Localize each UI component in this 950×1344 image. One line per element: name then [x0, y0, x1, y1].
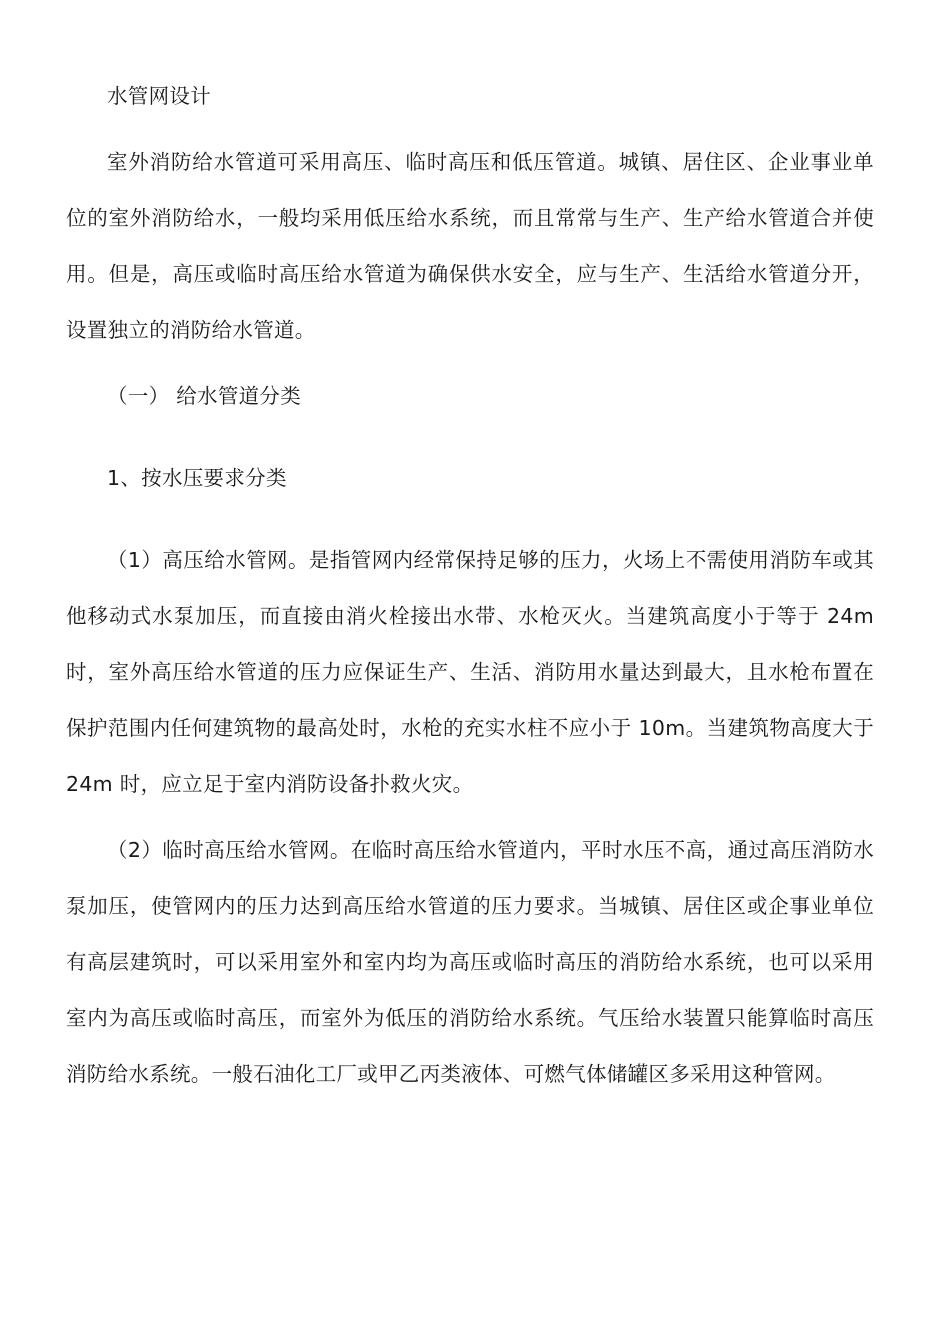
spacer	[66, 506, 874, 532]
document-title: 水管网设计	[107, 84, 211, 108]
intro-paragraph: 室外消防给水管道可采用高压、临时高压和低压管道。城镇、居住区、企业事业单位的室外消防给水，一般均采用低压给水系统，而且常常与生产、生产给水管道合并使用。但是，高压或临时高压给水管道为确保供水安全，应与生产、生活给水管道分开，设置独立的消防给水管道。	[66, 150, 874, 342]
paragraph-temporary-high-pressure: （2）临时高压给水管网。在临时高压给水管道内，平时水压不高，通过高压消防水泵加压，使管网内的压力达到高压给水管道的压力要求。当城镇、居住区或企事业单位有高层建筑时，可以采用室外和室内均为高压或临时高压的消防给水系统，也可以采用室内为高压或临时高压，而室外为低压的消防给水系统。气压给水装置只能算临时高压消防给水系统。一般石油化工厂或甲乙丙类液体、可燃气体储罐区多采用这种管网。	[66, 838, 874, 1086]
spacer	[66, 424, 874, 450]
subsection-heading: 1、按水压要求分类	[107, 466, 287, 490]
paragraph-high-pressure: （1）高压给水管网。是指管网内经常保持足够的压力，火场上不需使用消防车或其他移动式水泵加压，而直接由消火栓接出水带、水枪灭火。当建筑高度小于等于 24m 时，室外高压给水管道的压力应保证生产、生活、消防用水量达到最大，且水枪布置在保护范围内任何建筑物的最高处时，水枪的充实水柱不应小于 10m。当建筑物高度大于 24m 时，应立足于室内消防设备扑救火灾。	[66, 548, 874, 796]
spacer	[66, 812, 874, 822]
spacer	[66, 124, 874, 134]
spacer	[66, 358, 874, 368]
section-heading: （一） 给水管道分类	[107, 384, 302, 408]
document-body	[66, 68, 874, 1102]
